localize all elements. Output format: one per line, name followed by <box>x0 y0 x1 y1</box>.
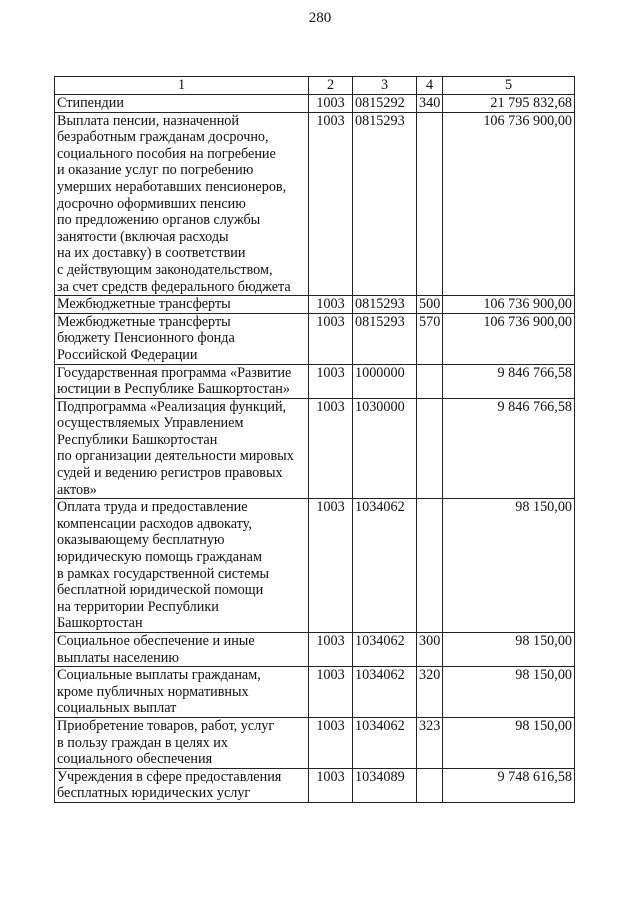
row-name-line: Социальное обеспечение и иные <box>57 633 255 649</box>
table-row <box>55 667 575 718</box>
section-code: 1003 <box>309 717 353 768</box>
row-name-line: Межбюджетные трансферты <box>57 313 231 330</box>
row-name-line: оказывающему бесплатную <box>57 532 225 549</box>
target-code: 1034062 <box>353 633 417 667</box>
row-name <box>55 398 309 499</box>
target-code: 1000000 <box>353 364 417 398</box>
row-name-line: социального пособия на погребение <box>57 145 276 162</box>
amount: 9 846 766,58 <box>443 398 575 499</box>
expense-type-code <box>417 499 443 633</box>
row-name-line: и оказание услуг по погребению <box>57 162 254 179</box>
expense-type-code: 500 <box>417 296 443 314</box>
row-name-line: по предложению органов службы <box>57 212 261 229</box>
row-name-line: Подпрограмма «Реализация функций, <box>57 398 287 415</box>
table-row <box>55 717 575 768</box>
row-name-line: в пользу граждан в целях их <box>57 734 228 751</box>
row-name-line: осуществляемых Управлением <box>57 415 244 432</box>
row-name-line: социального обеспечения <box>57 751 213 768</box>
section-code: 1003 <box>309 499 353 633</box>
row-name-line: Приобретение товаров, работ, услуг <box>57 717 275 734</box>
expense-type-code: 340 <box>417 95 443 113</box>
row-name <box>55 112 309 296</box>
table-row <box>55 364 575 398</box>
row-name-line: в рамках государственной системы <box>57 565 270 582</box>
amount: 9 748 616,58 <box>443 768 575 802</box>
amount: 9 846 766,58 <box>443 364 575 398</box>
table-row <box>55 768 575 802</box>
section-code: 1003 <box>309 296 353 314</box>
row-name-line: Российской Федерации <box>57 346 198 363</box>
row-name-line: Государственная программа «Развитие <box>57 364 292 381</box>
row-name-line: бесплатных юридических услуг <box>57 785 251 802</box>
target-code: 0815293 <box>353 112 417 296</box>
row-name-line: досрочно оформивших пенсию <box>57 195 246 212</box>
target-code: 1034062 <box>353 717 417 768</box>
row-name-line: актов» <box>57 481 97 498</box>
section-code: 1003 <box>309 95 353 113</box>
row-name-line: Башкортостан <box>57 615 143 632</box>
row-name-line: выплаты населению <box>57 649 179 666</box>
row-name-line: умерших неработавших пенсионеров, <box>57 178 287 195</box>
header-cell-5: 5 <box>443 77 575 95</box>
expense-type-code: 323 <box>417 717 443 768</box>
amount: 98 150,00 <box>443 499 575 633</box>
row-name-line: бюджету Пенсионного фонда <box>57 330 235 347</box>
section-code: 1003 <box>309 112 353 296</box>
header-cell-2: 2 <box>309 77 353 95</box>
amount: 98 150,00 <box>443 667 575 718</box>
amount: 98 150,00 <box>443 633 575 667</box>
target-code: 1030000 <box>353 398 417 499</box>
table-row <box>55 499 575 633</box>
target-code: 0815293 <box>353 296 417 314</box>
table-body <box>55 95 575 803</box>
amount: 98 150,00 <box>443 717 575 768</box>
table-row <box>55 112 575 296</box>
expense-type-code: 570 <box>417 313 443 364</box>
row-name <box>55 296 309 314</box>
row-name-line: Оплата труда и предоставление <box>57 499 248 516</box>
amount: 106 736 900,00 <box>443 112 575 296</box>
table-row <box>55 313 575 364</box>
amount: 106 736 900,00 <box>443 296 575 314</box>
header-cell-1: 1 <box>55 77 309 95</box>
row-name-line: на их доставку) в соответствии <box>57 245 246 262</box>
section-code: 1003 <box>309 667 353 718</box>
expense-type-code: 300 <box>417 633 443 667</box>
header-cell-3: 3 <box>353 77 417 95</box>
row-name-line: кроме публичных нормативных <box>57 683 249 700</box>
expense-type-code <box>417 364 443 398</box>
row-name-line: юридическую помощь гражданам <box>57 549 262 566</box>
target-code: 1034062 <box>353 499 417 633</box>
target-code: 0815293 <box>353 313 417 364</box>
row-name-line: Социальные выплаты гражданам, <box>57 667 261 684</box>
row-name-line: судей и ведению регистров правовых <box>57 465 283 482</box>
row-name-line: компенсации расходов адвокату, <box>57 515 252 532</box>
amount: 106 736 900,00 <box>443 313 575 364</box>
budget-table <box>54 76 575 803</box>
row-name <box>55 499 309 633</box>
row-name <box>55 717 309 768</box>
row-name-line: Учреждения в сфере предоставления <box>57 768 282 785</box>
expense-type-code <box>417 398 443 499</box>
header-cell-4: 4 <box>417 77 443 95</box>
row-name-line: Выплата пенсии, назначенной <box>57 112 239 129</box>
row-name <box>55 364 309 398</box>
row-name-line: социальных выплат <box>57 700 177 717</box>
row-name-line: за счет средств федерального бюджета <box>57 278 291 295</box>
table-row <box>55 95 575 113</box>
target-code: 0815292 <box>353 95 417 113</box>
row-name-line: Республики Башкортостан <box>57 431 218 448</box>
section-code: 1003 <box>309 313 353 364</box>
row-name-line: бесплатной юридической помощи <box>57 582 264 599</box>
row-name <box>55 95 309 113</box>
target-code: 1034089 <box>353 768 417 802</box>
table-row <box>55 398 575 499</box>
row-name <box>55 667 309 718</box>
section-code: 1003 <box>309 398 353 499</box>
row-name <box>55 768 309 802</box>
section-code: 1003 <box>309 633 353 667</box>
target-code: 1034062 <box>353 667 417 718</box>
row-name-line: на территории Республики <box>57 598 219 615</box>
row-name-line: Стипендии <box>57 95 124 111</box>
section-code: 1003 <box>309 364 353 398</box>
table-row <box>55 633 575 667</box>
row-name-line: занятости (включая расходы <box>57 228 229 245</box>
amount: 21 795 832,68 <box>443 95 575 113</box>
row-name-line: юстиции в Республике Башкортостан» <box>57 381 290 398</box>
row-name-line: Межбюджетные трансферты <box>57 296 231 313</box>
expense-type-code <box>417 768 443 802</box>
header-row <box>55 77 575 95</box>
page-number: 280 <box>308 10 332 26</box>
row-name-line: с действующим законодательством, <box>57 261 273 278</box>
expense-type-code <box>417 112 443 296</box>
row-name-line: по организации деятельности мировых <box>57 448 294 465</box>
expense-type-code: 320 <box>417 667 443 718</box>
section-code: 1003 <box>309 768 353 802</box>
row-name-line: безработным гражданам досрочно, <box>57 129 269 146</box>
table-row <box>55 296 575 314</box>
row-name <box>55 313 309 364</box>
row-name <box>55 633 309 667</box>
